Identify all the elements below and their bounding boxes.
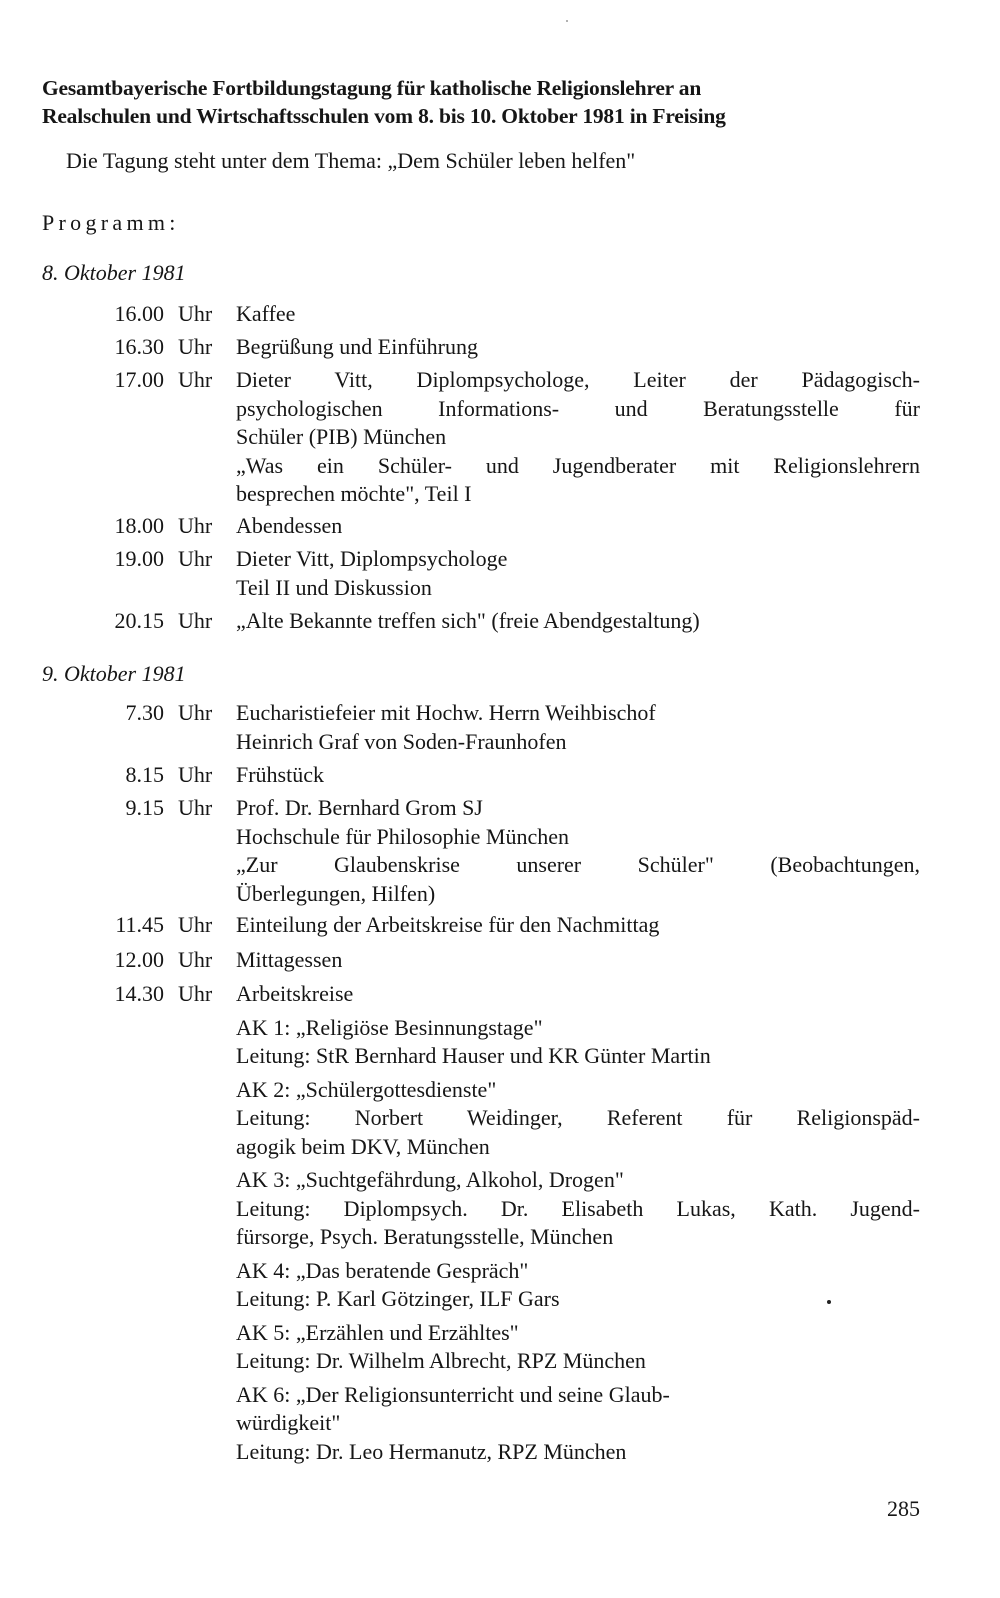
entry-line: Kaffee [236, 301, 296, 326]
entry-line: besprechen möchte", Teil I [236, 481, 472, 506]
entry-line: Arbeitskreise [236, 981, 354, 1006]
ak-3-title: AK 3: „Suchtgefährdung, Alkohol, Drogen" [236, 1167, 624, 1192]
ak-4-title: AK 4: „Das beratende Gespräch" [236, 1257, 529, 1283]
entry-time: 16.30 [114, 334, 164, 359]
time-unit: Uhr [178, 367, 213, 392]
scan-speck [566, 20, 568, 22]
entry-time: 14.30 [114, 981, 164, 1006]
entry-line: psychologischen Informations- und Beratungsstelle für [236, 395, 920, 421]
ak-6-leitung: Leitung: Dr. Leo Hermanutz, RPZ München [236, 1438, 627, 1464]
time-unit: Uhr [178, 981, 213, 1006]
conference-theme: Die Tagung steht unter dem Thema: „Dem Schüler leben helfen" [66, 148, 636, 173]
entry-description [236, 946, 920, 975]
ak-2-title: AK 2: „Schülergottesdienste" [236, 1076, 497, 1102]
entry-time: 8.15 [125, 762, 164, 787]
entry-description [236, 512, 920, 541]
entry-time: 16.00 [114, 301, 164, 326]
entry-line: Mittagessen [236, 947, 343, 972]
entry-line: Heinrich Graf von Soden-Fraunhofen [236, 728, 567, 754]
page-number: 285 [887, 1496, 920, 1521]
entry-description [236, 333, 920, 362]
entry-description [236, 300, 920, 329]
entry-description [236, 607, 920, 636]
ak-3-leitung-cont: fürsorge, Psych. Beratungsstelle, München [236, 1224, 614, 1249]
entry-description [236, 545, 920, 602]
entry-description [236, 366, 920, 509]
program-label: Programm: [42, 210, 180, 235]
time-unit: Uhr [178, 513, 213, 538]
entry-line: Hochschule für Philosophie München [236, 823, 569, 849]
entry-time: 11.45 [115, 912, 164, 937]
entry-time: 17.00 [114, 367, 164, 392]
heading-line: Gesamtbayerische Fortbildungstagung für katholische Religionslehrer an [42, 76, 702, 100]
ak-4-leitung: Leitung: P. Karl Götzinger, ILF Gars [236, 1286, 560, 1311]
entry-description [236, 980, 920, 1466]
entry-line: Prof. Dr. Bernhard Grom SJ [236, 795, 483, 820]
ak-6-title: AK 6: „Der Religionsunterricht und seine Glaub- [236, 1381, 670, 1407]
time-unit: Uhr [178, 546, 213, 571]
entry-line: Frühstück [236, 762, 324, 787]
time-unit: Uhr [178, 912, 213, 937]
ak-3-leitung: Leitung: Diplompsych. Dr. Elisabeth Lukas, Kath. Jugend- [236, 1195, 920, 1221]
entry-line: Eucharistiefeier mit Hochw. Herrn Weihbischof [236, 700, 656, 725]
entry-line: „Zur Glaubenskrise unserer Schüler" (Beobachtungen, [236, 852, 920, 877]
entry-line: Dieter Vitt, Diplompsychologe, Leiter der Pädagogisch- [236, 367, 920, 392]
entry-line: „Alte Bekannte treffen sich" (freie Abendgestaltung) [236, 608, 700, 633]
ak-5-title: AK 5: „Erzählen und Erzähltes" [236, 1319, 519, 1345]
entry-line: Überlegungen, Hilfen) [236, 880, 436, 906]
entry-time: 7.30 [125, 700, 164, 725]
ak-2-leitung-cont: agogik beim DKV, München [236, 1133, 490, 1159]
ak-5-leitung: Leitung: Dr. Wilhelm Albrecht, RPZ München [236, 1348, 646, 1373]
time-unit: Uhr [178, 795, 213, 820]
entry-description [236, 699, 920, 756]
time-unit: Uhr [178, 608, 213, 633]
time-unit: Uhr [178, 700, 213, 725]
entry-line: Dieter Vitt, Diplompsychologe [236, 546, 508, 571]
ak-1-leitung: Leitung: StR Bernhard Hauser und KR Günter Martin [236, 1043, 711, 1068]
ak-2-leitung: Leitung: Norbert Weidinger, Referent für Religionspäd- [236, 1105, 920, 1130]
entry-time: 18.00 [114, 513, 164, 538]
entry-line: „Was ein Schüler- und Jugendberater mit Religionslehrern [236, 452, 920, 478]
day-label-oct-9: 9. Oktober 1981 [42, 661, 186, 686]
entry-line: Einteilung der Arbeitskreise für den Nachmittag [236, 912, 660, 937]
entry-line: Begrüßung und Einführung [236, 334, 478, 359]
heading-line: Realschulen und Wirtschaftsschulen vom 8. bis 10. Oktober 1981 in Freising [42, 104, 726, 128]
ak-6-title-cont: würdigkeit" [236, 1410, 341, 1435]
time-unit: Uhr [178, 301, 213, 326]
entry-description [236, 761, 920, 790]
entry-line: Abendessen [236, 513, 343, 538]
entry-time: 20.15 [114, 608, 164, 633]
time-unit: Uhr [178, 334, 213, 359]
document-heading [42, 74, 922, 130]
time-unit: Uhr [178, 762, 213, 787]
entry-time: 19.00 [114, 546, 164, 571]
entry-description [236, 794, 920, 908]
entry-line: Schüler (PIB) München [236, 424, 447, 449]
entry-line: Teil II und Diskussion [236, 574, 432, 600]
entry-description [236, 911, 920, 940]
entry-time: 9.15 [125, 795, 164, 820]
ak-1-title: AK 1: „Religiöse Besinnungstage" [236, 1014, 543, 1040]
entry-time: 12.00 [114, 947, 164, 972]
scan-dot [827, 1300, 831, 1304]
time-unit: Uhr [178, 947, 213, 972]
day-label-oct-8: 8. Oktober 1981 [42, 260, 186, 285]
